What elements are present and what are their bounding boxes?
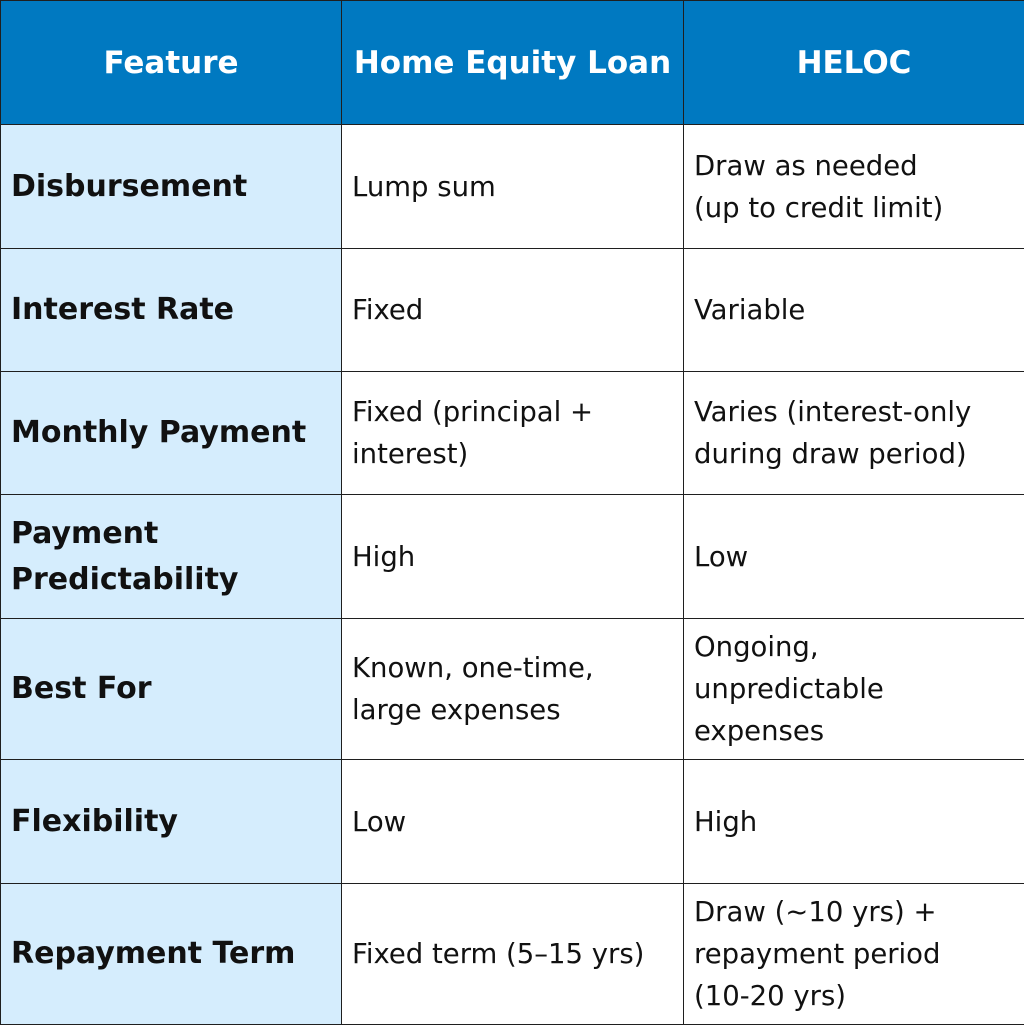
feature-label: Interest Rate: [1, 249, 342, 372]
feature-label: Payment Predictability: [1, 495, 342, 619]
loan-cell: Lump sum: [342, 125, 684, 249]
loan-cell: Fixed term (5–15 yrs): [342, 884, 684, 1025]
feature-label: Monthly Payment: [1, 372, 342, 495]
table-row: [1, 884, 1024, 1025]
table-row: [1, 760, 1024, 884]
table-row: [1, 372, 1024, 495]
heloc-cell: Draw as needed (up to credit limit): [684, 125, 1024, 249]
table-row: [1, 125, 1024, 249]
feature-label: Disbursement: [1, 125, 342, 249]
loan-cell: Low: [342, 760, 684, 884]
heloc-cell: Ongoing, unpredictable expenses: [684, 619, 1024, 760]
heloc-cell: Variable: [684, 249, 1024, 372]
heloc-cell: Varies (interest-only during draw period): [684, 372, 1024, 495]
heloc-cell: Draw (~10 yrs) + repayment period (10-20 yrs): [684, 884, 1024, 1025]
loan-cell: High: [342, 495, 684, 619]
feature-label: Repayment Term: [1, 884, 342, 1025]
table-row: [1, 619, 1024, 760]
heloc-cell: Low: [684, 495, 1024, 619]
loan-cell: Fixed: [342, 249, 684, 372]
loan-cell: Known, one-time, large expenses: [342, 619, 684, 760]
loan-cell: Fixed (principal + interest): [342, 372, 684, 495]
table-row: [1, 495, 1024, 619]
header-home-equity-loan: Home Equity Loan: [342, 1, 684, 125]
feature-label: Best For: [1, 619, 342, 760]
header-feature: Feature: [1, 1, 342, 125]
heloc-cell: High: [684, 760, 1024, 884]
table-row: [1, 249, 1024, 372]
feature-label: Flexibility: [1, 760, 342, 884]
header-row: [1, 1, 1024, 125]
header-heloc: HELOC: [684, 1, 1024, 125]
